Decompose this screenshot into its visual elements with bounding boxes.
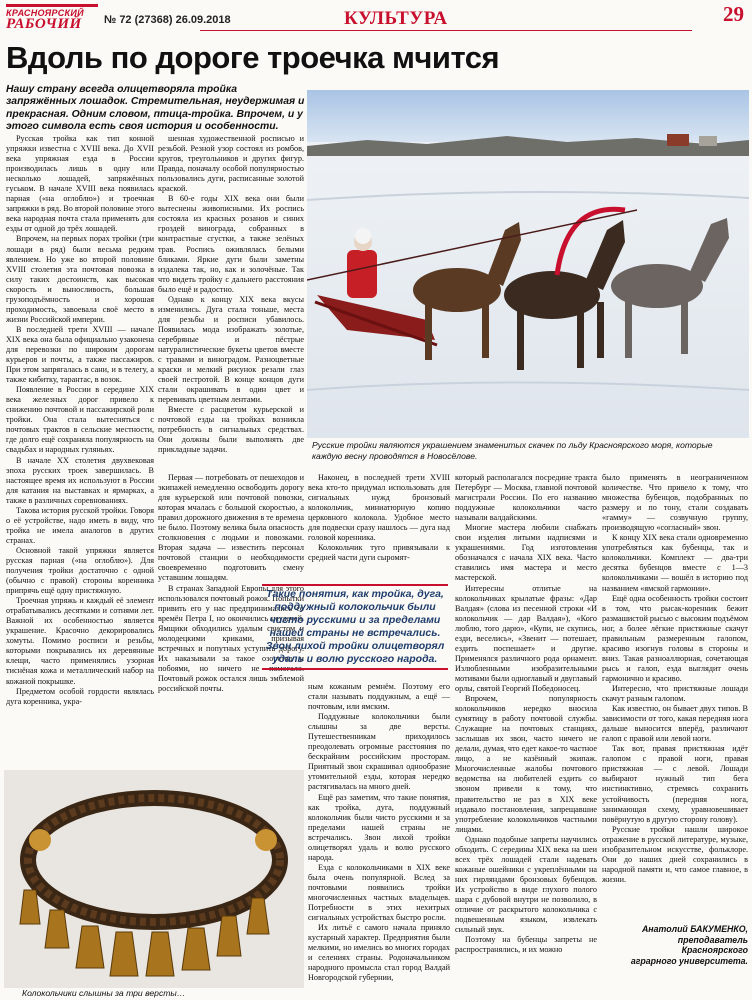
rubric-rule [200, 30, 692, 31]
issue-info: № 72 (27368) 26.09.2018 [104, 14, 231, 26]
author-role-2: Красноярского [681, 945, 748, 955]
paragraph: В 60-е годы XIX века они были вытеснены живописными. Их роспись состояла из красных розанов и синих гроздей винограда, собранных в контрастные сгустки, а также зелёных трав. Роспись оживлялась белыми бликами. Яркие дуги были заметны издалека так, но, как и золочёные. Так что видеть тройку с дальнего расстояния было ещё и радостно. [158, 194, 304, 294]
paragraph: Как известно, он бывает двух типов. В зависимости от того, какая передняя нога дальше выносится вперёд, различают галоп с правой или левой ноги. [602, 704, 748, 744]
paragraph: Троечная упряжь и каждый её элемент отрабатывались десятками и сотнями лет. Важной их особенностью является украшение. Красочно декорировались хомуты. Помимо росписи и резьбы, которыми покрывались их деревянные клещи, часто применялись узорная тиснёная кожа и металлический набор на кожаной покрышке. [6, 596, 154, 686]
rubric-title: КУЛЬТУРА [344, 8, 448, 29]
paragraph: В странах Западной Европы для этого использовался почтовый рожок. Попытки привить его у нас предпринимались со времён Петра I, но окончились неудачей. Ямщики обходились удалым свистом и молодецкими криками, призывая встречных и попутных уступить дорогу. Их наказывали за такое озорство и побоями, но ничего не помогало. Почтовый рожок остался лишь эмблемой российской почты. [158, 583, 304, 693]
paragraph: Вместе с расцветом курьерской и почтовой езды на тройках возникла потребность в сигнальных средствах. Они должны были выполнять две прикладные задачи. [158, 405, 304, 455]
article-column-4 [455, 473, 597, 998]
paragraph: Колокольчик туго привязывали к средней части дуги сыромят- [308, 543, 450, 563]
paragraph: Ещё раз заметим, что такие понятия, как тройка, дуга, поддужный колокольчик были чисто русскими и за пределами нашей страны не встречались. Звон лихой тройки олицетворял удаль и волю русского народа. [308, 792, 450, 862]
bells-photo-caption: Колокольчики слышны за три версты… [22, 988, 186, 998]
page-header [0, 0, 752, 40]
author-signature [620, 924, 748, 966]
paragraph: Впрочем, на первых порах тройки (три лошади в ряд) были весьма редким явлением. Но уже во второй половине XVIII столетия эта почтовая повозка в силу таких достоинств, как высокая скорость и выносливость, большая грузоподъёмность и хорошая проходимость, завоевала своё место в жизни Российской империи. [6, 234, 154, 324]
paragraph: Предметом особой гордости являлась дуга коренника, укра- [6, 686, 154, 706]
paragraph: Такова история русской тройки. Говоря о её устройстве, надо иметь в виду, что тройка не имела аналогов в других странах. [6, 505, 154, 545]
troika-image [307, 90, 749, 438]
paragraph: Поэтому на бубенцы запреты не распространялись, и их можно [455, 935, 597, 955]
troika-photo [307, 90, 749, 438]
article-column-3-top [308, 473, 450, 581]
pull-quote: Такие понятия, как тройка, дуга, поддужный колокольчик были чисто русскими и за пределами нашей страны не встречались. Звон лихой тройки олицетворял удаль и волю русского народа. [262, 584, 448, 670]
paragraph: Ещё одна особенность тройки состоит в том, что рысак-коренник бежит размашистой рысью с высоким подъёмом ног, а более лёгкие пристяжные скачут правильным размеренным галопом, красиво изогнув головы в стороны и вниз. Такая разноаллюрная, сочетающая рысь и галоп, езда выглядит очень гармонично и красиво. [602, 593, 748, 683]
paragraph: К концу XIX века стали одновременно употребляться как бубенцы, так и колокольчики. Комплект — два-три десятка бубенцов вместе с 1—3 колокольчиками — вошёл в историю под названием «ямской гармонии». [602, 533, 748, 593]
paragraph: Поддужные колокольчики были слышны за две версты. Путешественникам приходилось преодолевать огромные расстояния по бескрайним российским просторам. Приятный звон скрашивал однообразие утомительной езды, которая нередко растягивалась на много дней. [308, 712, 450, 792]
paragraph: Первая — потребовать от пешеходов и экипажей немедленно освободить дорогу для курьерской или почтовой повозки, которая мчалась с большой скоростью, а правил дорожного движения в те времена не было. Поэтому велика была опасность столкновения с людьми и повозками. Вторая задача — известить персонал почтовой станции о необходимости своевременно подготовить смену уставшим лошадям. [158, 473, 304, 583]
logo-line-2: РАБОЧИЙ [6, 16, 82, 32]
paragraph: Езда с колокольчиками в XIX веке была очень популярной. Вслед за почтовыми появились тройки многочисленных частных владельцев. Потребности в этих нехитрых сигнальных устройствах быстро росли. [308, 862, 450, 923]
paragraph: В последней трети XVIII — начале XIX века она была официально узаконена для перевозки по широким дорогам курьеров и почты, а также пассажиров. При этом запрягалась в сани, и в телегу, а также кибитку, тарантас, в возок. [6, 324, 154, 385]
article-column-5 [602, 473, 748, 921]
article-column-2 [158, 134, 304, 470]
paragraph: было применять в неограниченном количестве. Что привело к тому, что множества бубенцов, подобранных по размеру и по тону, стали создавать «гамму» — созвучную группу, производящую «согласный» звон. [602, 473, 748, 533]
article-column-1 [6, 134, 154, 766]
paragraph: Появление в России в середине XIX века железных дорог привело к снижению почтовой и пассажирской роли тройки. Она стала вытесняться с почтовых трактов в сельские местности, где долго ещё сохраняла популярность на свадьбах и народных гуляньях. [6, 385, 154, 455]
paragraph: ным кожаным ремнём. Поэтому его стали называть поддужным, а ещё — почтовым, или ямским. [308, 682, 450, 712]
paragraph: Многие мастера любили снабжать свои изделия литыми надписями и украшениями. Год изготовления обозначался с начала XIX века. Часто ставились имя мастера и место мастерской. [455, 523, 597, 583]
bells-photo [4, 770, 304, 988]
paragraph: Их литьё с самого начала приняло кустарный характер. Предприятия были мелкими, но имелись во многих городах и селениях страны. Родоначальником народного промысла стал город Валдай Новгородской губернии, [308, 923, 450, 983]
page-number: 29 [723, 2, 744, 26]
paragraph: Русские тройки нашли широкое отражение в русской литературе, музыке, изобразительном искусстве, фольклоре. Они до наших дней сохранились в народной памяти и, что самое главное, в жизни. [602, 824, 748, 884]
newspaper-logo [6, 4, 98, 30]
author-role-1: преподаватель [677, 934, 748, 945]
paragraph: который располагался посредине тракта Петербург — Москва, главной почтовой магистрали России. По его названию поддужные колокольчики часто называли валдайскими. [455, 473, 597, 523]
paragraph: Однако к концу XIX века вкусы изменились. Дуга стала тоньше, места для резьбы и росписи убавилось. Появилась мода изображать золотые, серебряные и пёстрые натуралистические букеты цветов вместе с травами и виноградом. Разноцветные краски и мелкий рисунок резали глаз своей пестротой. В конце концов дуги стали окрашивать в один цвет и перевивать цветным лентами. [158, 294, 304, 405]
paragraph: Интересны отлитые на колокольчиках крылатые фразы: «Дар Валдая» (слова из песенной строки «И колокольчик — дар Валдая»), «Кого люблю, того дарю», «Купи, не скупись, езди, веселись», «Звенит — потешает, ездить поспешает» и другие. Применялся различного рода орнамент. Излюбленными изобразительными мотивами были одноглавый и двуглавый орлы, святой Георгий Победоносец. [455, 583, 597, 693]
paragraph: Интересно, что пристяжные лошади скачут разным галопом. [602, 683, 748, 704]
article-lead: Нашу страну всегда олицетворяла тройка запряжённых лошадок. Стремительная, неудержимая и прекрасная. Одним словом, птица-тройка. Впрочем, и у этого символа есть своя история и особенности. [6, 84, 305, 133]
main-photo-caption: Русские тройки являются украшением знаменитых скачек по льду Красноярского моря, которые каждую весну проводятся в Новосёлове. [312, 440, 713, 461]
paragraph: Однако подобные запреты научились обходить. С середины XIX века на шеи всех трёх лошадей стали надевать кожаные ошейники с укреплёнными на них гирляндами бронзовых бубенцов. Их устройство в виде глухого полого шара с дубовой внутри не позволило, в отличие от раскрытого колокольчика с подвешенным языком, извлекать сильный звук. [455, 834, 597, 935]
paragraph: Впрочем, популярность колокольчиков нередко вносила сумятицу в работу почтовой службы. Служащие на почтовых станциях, заслышав их звон, часто ничего не делали, думая, что едет какое-то частное лицо, а не казённый экипаж. Многочисленные жалобы почтового ведомства на любителей ездить со звоном привели к тому, что правительство не раз в XIX веке издавало постановления, запрещавшие употребление колокольчиков частными лицами. [455, 694, 597, 834]
paragraph: Русская тройка как тип конной упряжки известна с XVIII века. До XVII века упряжная езда в России производилась лишь в одну или несколько лошадей, запряжённых гуськом. В начале XVIII века появилась парная («на оглоблю») и троечная запряжки в ряд. Во второй половине этого века народная почта стала применять для езды от одной до трёх лошадей. [6, 134, 154, 234]
paragraph: Так вот, правая пристяжная идёт галопом с правой ноги, правая пристяжная — с левой. Лошади выбирают нужный тип бега инстинктивно, стремясь сохранить устойчивость (передняя нога, занимающая схему, уравновешивает повёрнутую в другую сторону голову). [602, 744, 748, 824]
bells-image [4, 770, 304, 988]
paragraph: Наконец, в последней трети XVIII века кто-то придумал использовать для сигнальных нужд бронзовый колокольчик, миниатюрную копию церковного колокола. Удобное место для подвески сразу нашлось — дуга над головой коренника. [308, 473, 450, 543]
article-column-3 [308, 682, 450, 998]
paragraph: В начале XX столетия двухвековая эпоха русских троек завершилась. В настоящее время их используют в России для катания на выставках и ярмарках, а также в различных соревнованиях. [6, 455, 154, 505]
article-headline: Вдоль по дороге троечка мчится [6, 40, 500, 75]
paragraph: шенная художественной росписью и резьбой. Резной узор состоял из ромбов, кругов, треугольников и других фигур. Правда, поначалу особой популярностью пользовались дуги, расписанные золотой краской. [158, 134, 304, 194]
author-name: Анатолий БАКУМЕНКО, [641, 924, 748, 934]
paragraph: Основной такой упряжки является русская парная («на оглоблю»). Для получения тройки достаточно с одной (обычно с правой) стороны коренника припрячь ещё одну пристяжную. [6, 545, 154, 596]
logo-line-1: КРАСНОЯРСКИЙ [6, 8, 84, 18]
author-role-3: аграрного университета. [630, 955, 748, 966]
